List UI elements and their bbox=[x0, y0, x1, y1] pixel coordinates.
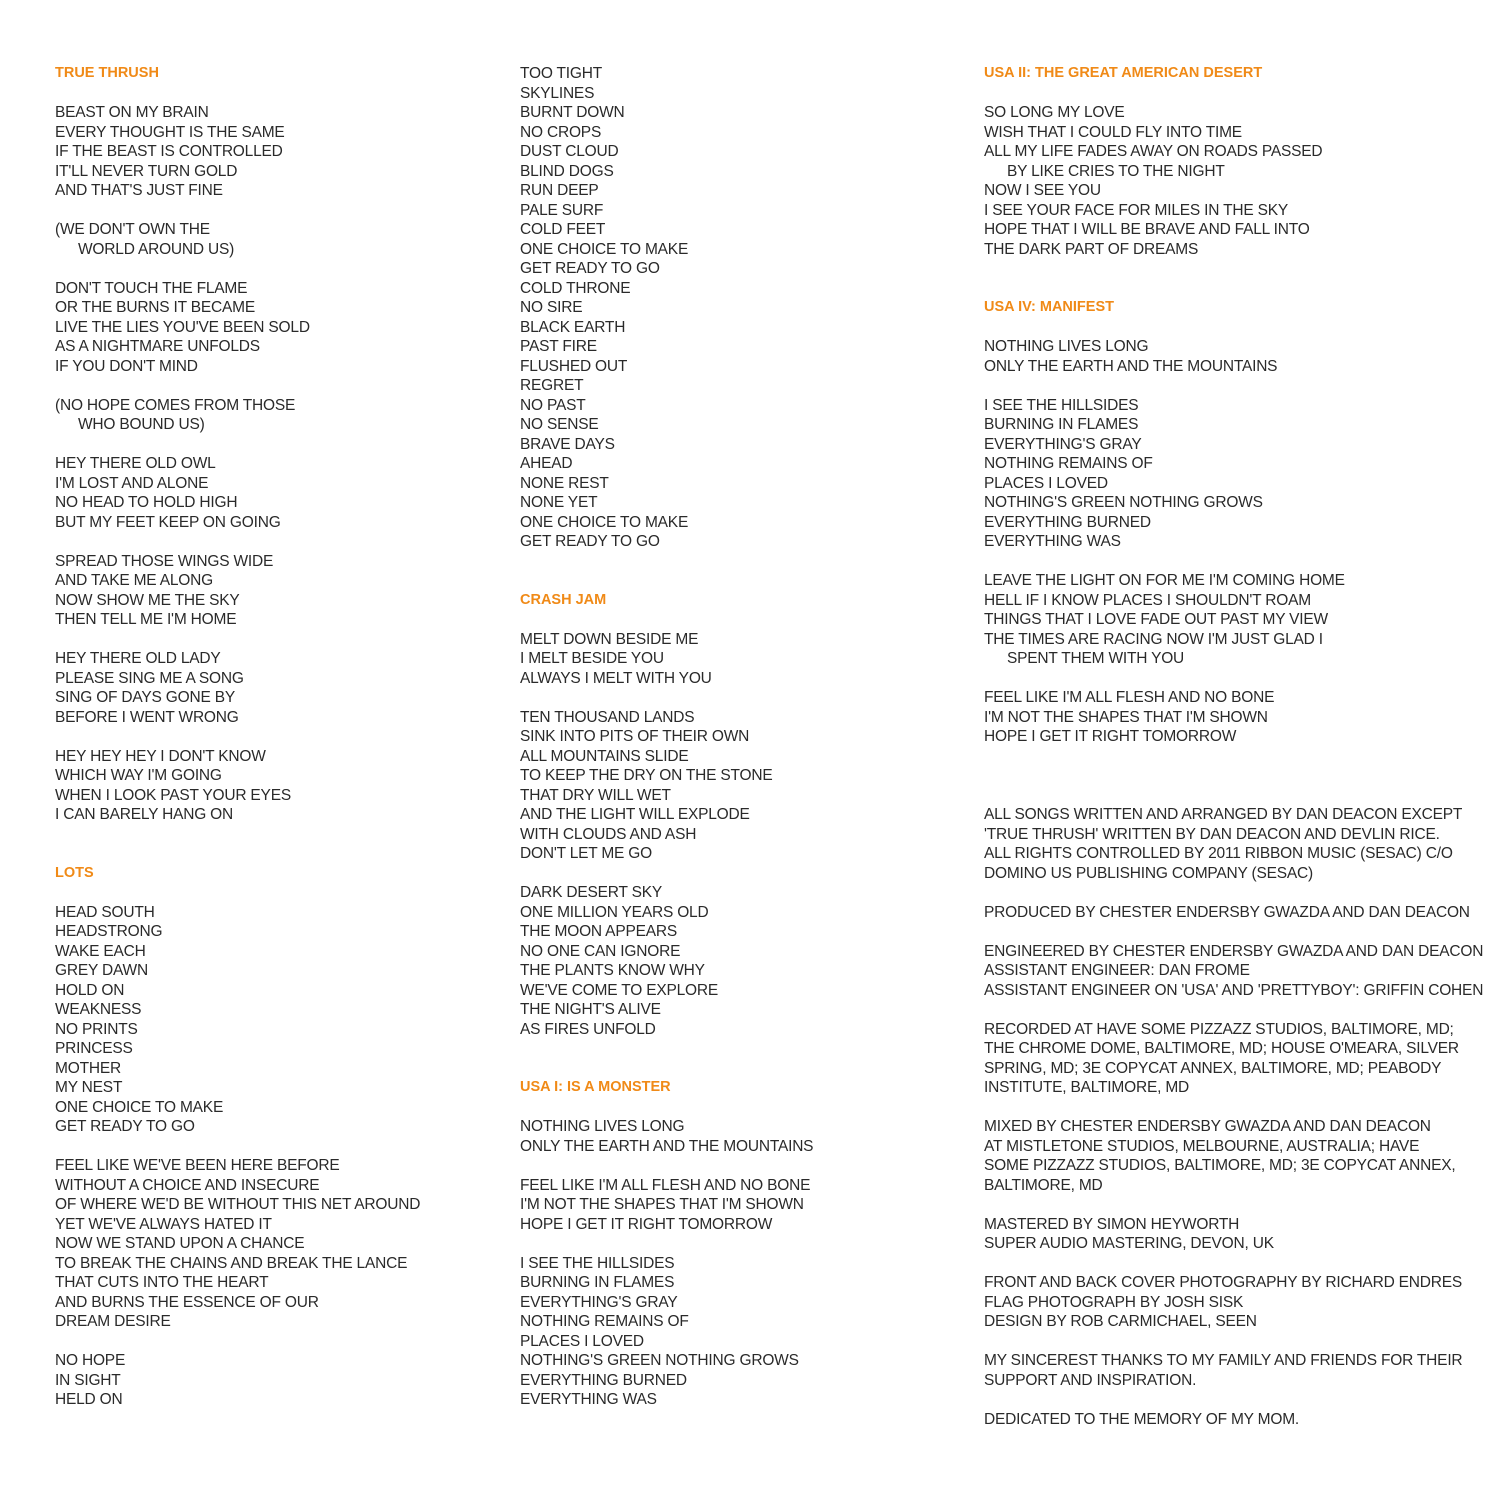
credit-line: ALL RIGHTS CONTROLLED BY 2011 RIBBON MUSIC (SESAC) C/O bbox=[984, 845, 1453, 862]
lyric-line: PLEASE SING ME A SONG bbox=[55, 669, 244, 687]
lyric-line: EVERYTHING BURNED bbox=[520, 1371, 687, 1389]
stanza bbox=[55, 103, 495, 201]
lyric-line: THEN TELL ME I'M HOME bbox=[55, 611, 237, 628]
stanza bbox=[984, 571, 1484, 669]
song-section bbox=[984, 64, 1484, 259]
lyric-line: I'M NOT THE SHAPES THAT I'M SHOWN bbox=[520, 1196, 804, 1213]
lyric-line: (WE DON'T OWN THE bbox=[55, 221, 210, 238]
lyric-line: I'M LOST AND ALONE bbox=[55, 474, 209, 492]
stanza bbox=[520, 64, 960, 552]
credit-line: 'TRUE THRUSH' WRITTEN BY DAN DEACON AND DEVLIN RICE. bbox=[984, 825, 1440, 843]
lyric-line: WHICH WAY I'M GOING bbox=[55, 767, 222, 784]
section-spacer bbox=[984, 786, 1484, 806]
lyric-line: ONE CHOICE TO MAKE bbox=[520, 513, 689, 531]
lyrics-column-2 bbox=[520, 64, 960, 1449]
lyric-line: PRINCESS bbox=[55, 1040, 133, 1057]
song-title: USA II: THE GREAT AMERICAN DESERT bbox=[984, 65, 1263, 81]
lyric-line: WORLD AROUND US) bbox=[78, 240, 235, 258]
lyric-line: DARK DESERT SKY bbox=[520, 884, 663, 901]
lyric-line: THE NIGHT'S ALIVE bbox=[520, 1001, 661, 1018]
lyric-line: NOW WE STAND UPON A CHANCE bbox=[55, 1235, 305, 1252]
credit-line: MIXED BY CHESTER ENDERSBY GWAZDA AND DAN DEACON bbox=[984, 1118, 1431, 1135]
stanza bbox=[55, 903, 495, 1137]
lyric-line: WHEN I LOOK PAST YOUR EYES bbox=[55, 786, 291, 804]
lyric-line: HEY HEY HEY I DON'T KNOW bbox=[55, 747, 266, 765]
lyric-line: DREAM DESIRE bbox=[55, 1313, 171, 1330]
lyric-line: TOO TIGHT bbox=[520, 65, 603, 82]
credit-line: DOMINO US PUBLISHING COMPANY (SESAC) bbox=[984, 864, 1313, 882]
lyric-line: BURNT DOWN bbox=[520, 104, 625, 121]
credit-line: INSTITUTE, BALTIMORE, MD bbox=[984, 1079, 1190, 1096]
lyric-line: AS A NIGHTMARE UNFOLDS bbox=[55, 338, 260, 355]
lyric-line: ALL MY LIFE FADES AWAY ON ROADS PASSED bbox=[984, 143, 1323, 160]
credit-line: SPRING, MD; 3E COPYCAT ANNEX, BALTIMORE, MD; PEABODY bbox=[984, 1059, 1442, 1077]
lyric-line: THAT CUTS INTO THE HEART bbox=[55, 1274, 269, 1291]
stanza bbox=[55, 220, 495, 259]
lyric-line: NONE REST bbox=[520, 474, 609, 492]
stanza bbox=[55, 454, 495, 532]
lyric-line: EVERYTHING'S GRAY bbox=[984, 435, 1142, 453]
lyric-line: SPREAD THOSE WINGS WIDE bbox=[55, 552, 274, 570]
credit-line: SUPER AUDIO MASTERING, DEVON, UK bbox=[984, 1235, 1274, 1252]
lyric-line: FEEL LIKE I'M ALL FLESH AND NO BONE bbox=[984, 689, 1275, 706]
lyric-line: MY NEST bbox=[55, 1079, 123, 1096]
lyric-line: OF WHERE WE'D BE WITHOUT THIS NET AROUND bbox=[55, 1196, 421, 1213]
credit-paragraph bbox=[984, 1215, 1484, 1254]
lyric-line: NO ONE CAN IGNORE bbox=[520, 942, 681, 960]
stanza bbox=[55, 396, 495, 435]
lyric-line: EVERYTHING WAS bbox=[984, 533, 1121, 550]
credit-line: ASSISTANT ENGINEER ON 'USA' AND 'PRETTYBOY': GRIFFIN COHEN bbox=[984, 981, 1484, 999]
lyric-line: HEY THERE OLD LADY bbox=[55, 650, 221, 667]
lyric-line: COLD THRONE bbox=[520, 279, 631, 297]
lyric-line: NO SIRE bbox=[520, 299, 583, 316]
song-title: TRUE THRUSH bbox=[55, 65, 159, 81]
lyric-line: ONE CHOICE TO MAKE bbox=[520, 240, 689, 258]
lyric-line: AS FIRES UNFOLD bbox=[520, 1020, 656, 1038]
lyric-line: WITH CLOUDS AND ASH bbox=[520, 825, 697, 843]
lyrics-column-3 bbox=[984, 64, 1484, 1468]
stanza bbox=[520, 1117, 960, 1156]
song-section bbox=[520, 591, 960, 1040]
credit-line: AT MISTLETONE STUDIOS, MELBOURNE, AUSTRALIA; HAVE bbox=[984, 1137, 1420, 1155]
stanza bbox=[984, 396, 1484, 552]
lyric-line: PLACES I LOVED bbox=[520, 1332, 644, 1350]
lyric-line: WEAKNESS bbox=[55, 1001, 142, 1018]
lyric-line: I CAN BARELY HANG ON bbox=[55, 806, 234, 823]
stanza bbox=[984, 337, 1484, 376]
lyric-line: HEAD SOUTH bbox=[55, 903, 155, 921]
lyric-line: BY LIKE CRIES TO THE NIGHT bbox=[1007, 162, 1225, 180]
lyric-line: NOW I SEE YOU bbox=[984, 182, 1101, 199]
lyric-line: NOTHING REMAINS OF bbox=[984, 455, 1153, 472]
lyric-line: NO PAST bbox=[520, 396, 586, 414]
lyric-line: SING OF DAYS GONE BY bbox=[55, 689, 236, 706]
lyric-line: DON'T TOUCH THE FLAME bbox=[55, 279, 248, 297]
lyric-line: NO HOPE bbox=[55, 1352, 126, 1369]
lyric-line: BEFORE I WENT WRONG bbox=[55, 708, 239, 726]
lyric-line: NOW SHOW ME THE SKY bbox=[55, 591, 240, 609]
credit-line: ASSISTANT ENGINEER: DAN FROME bbox=[984, 962, 1250, 979]
credit-line: MASTERED BY SIMON HEYWORTH bbox=[984, 1215, 1240, 1233]
credit-line: MY SINCEREST THANKS TO MY FAMILY AND FRIENDS FOR THEIR bbox=[984, 1352, 1463, 1369]
lyric-line: LEAVE THE LIGHT ON FOR ME I'M COMING HOME bbox=[984, 572, 1345, 589]
lyric-line: ONE CHOICE TO MAKE bbox=[55, 1098, 224, 1116]
lyric-line: IT'LL NEVER TURN GOLD bbox=[55, 162, 238, 180]
lyric-line: HOPE I GET IT RIGHT TOMORROW bbox=[984, 728, 1237, 745]
lyric-line: PLACES I LOVED bbox=[984, 474, 1108, 492]
lyric-line: DUST CLOUD bbox=[520, 143, 619, 160]
lyric-line: EVERY THOUGHT IS THE SAME bbox=[55, 123, 285, 141]
credit-line: DESIGN BY ROB CARMICHAEL, SEEN bbox=[984, 1313, 1257, 1330]
lyric-line: MOTHER bbox=[55, 1059, 121, 1077]
lyric-line: WHO BOUND US) bbox=[78, 416, 205, 433]
lyric-line: HOLD ON bbox=[55, 981, 125, 999]
lyric-line: LIVE THE LIES YOU'VE BEEN SOLD bbox=[55, 318, 310, 336]
lyric-line: NOTHING LIVES LONG bbox=[520, 1118, 685, 1135]
lyric-line: FLUSHED OUT bbox=[520, 357, 628, 375]
credit-line: BALTIMORE, MD bbox=[984, 1176, 1103, 1194]
credit-paragraph bbox=[984, 942, 1484, 1001]
stanza bbox=[55, 1156, 495, 1332]
lyric-line: BURNING IN FLAMES bbox=[520, 1274, 675, 1291]
lyric-line: NOTHING'S GREEN NOTHING GROWS bbox=[520, 1352, 799, 1369]
stanza bbox=[55, 1351, 495, 1410]
credit-paragraph bbox=[984, 1351, 1484, 1390]
credit-line: SOME PIZZAZZ STUDIOS, BALTIMORE, MD; 3E COPYCAT ANNEX, bbox=[984, 1157, 1456, 1174]
credit-line: DEDICATED TO THE MEMORY OF MY MOM. bbox=[984, 1410, 1300, 1428]
stanza bbox=[55, 279, 495, 377]
lyric-line: TEN THOUSAND LANDS bbox=[520, 708, 695, 726]
lyric-line: BLACK EARTH bbox=[520, 318, 626, 336]
song-section bbox=[520, 64, 960, 552]
lyric-line: HEY THERE OLD OWL bbox=[55, 455, 216, 472]
lyric-line: AND THAT'S JUST FINE bbox=[55, 182, 223, 199]
song-section bbox=[55, 864, 495, 1410]
lyric-line: ONE MILLION YEARS OLD bbox=[520, 903, 709, 921]
lyric-line: HELD ON bbox=[55, 1391, 123, 1408]
lyric-line: THAT DRY WILL WET bbox=[520, 786, 671, 804]
stanza bbox=[984, 688, 1484, 747]
lyric-line: ONLY THE EARTH AND THE MOUNTAINS bbox=[984, 357, 1278, 375]
lyric-line: COLD FEET bbox=[520, 221, 606, 238]
credit-paragraph bbox=[984, 1410, 1484, 1430]
lyric-line: (NO HOPE COMES FROM THOSE bbox=[55, 396, 296, 414]
stanza bbox=[520, 630, 960, 689]
lyric-line: AND THE LIGHT WILL EXPLODE bbox=[520, 806, 750, 823]
lyric-line: THE TIMES ARE RACING NOW I'M JUST GLAD I bbox=[984, 630, 1323, 648]
credit-paragraph bbox=[984, 1117, 1484, 1195]
lyric-line: RUN DEEP bbox=[520, 182, 599, 199]
lyric-line: I SEE THE HILLSIDES bbox=[520, 1254, 675, 1272]
lyric-line: AND BURNS THE ESSENCE OF OUR bbox=[55, 1293, 319, 1311]
lyric-line: I SEE YOUR FACE FOR MILES IN THE SKY bbox=[984, 201, 1289, 219]
credit-paragraph bbox=[984, 903, 1484, 923]
lyric-line: REGRET bbox=[520, 377, 584, 394]
lyric-line: I'M NOT THE SHAPES THAT I'M SHOWN bbox=[984, 708, 1268, 726]
lyric-line: NO CROPS bbox=[520, 123, 602, 141]
stanza bbox=[984, 103, 1484, 259]
song-title: USA IV: MANIFEST bbox=[984, 299, 1114, 315]
credit-line: ENGINEERED BY CHESTER ENDERSBY GWAZDA AND DAN DEACON bbox=[984, 942, 1484, 960]
lyric-line: AHEAD bbox=[520, 455, 573, 472]
lyric-line: HEADSTRONG bbox=[55, 923, 163, 940]
lyric-line: HOPE I GET IT RIGHT TOMORROW bbox=[520, 1215, 773, 1233]
lyric-line: EVERYTHING BURNED bbox=[984, 513, 1151, 531]
song-title: USA I: IS A MONSTER bbox=[520, 1079, 671, 1095]
lyric-line: I SEE THE HILLSIDES bbox=[984, 396, 1139, 414]
stanza bbox=[520, 1254, 960, 1410]
lyric-line: NO HEAD TO HOLD HIGH bbox=[55, 494, 238, 511]
lyric-line: THE PLANTS KNOW WHY bbox=[520, 962, 705, 979]
lyric-line: HELL IF I KNOW PLACES I SHOULDN'T ROAM bbox=[984, 591, 1311, 609]
lyric-line: SPENT THEM WITH YOU bbox=[1007, 650, 1185, 667]
lyric-line: GET READY TO GO bbox=[55, 1118, 195, 1135]
lyric-line: WISH THAT I COULD FLY INTO TIME bbox=[984, 123, 1242, 141]
lyric-line: MELT DOWN BESIDE ME bbox=[520, 630, 699, 648]
lyric-line: HOPE THAT I WILL BE BRAVE AND FALL INTO bbox=[984, 221, 1310, 238]
lyric-line: WITHOUT A CHOICE AND INSECURE bbox=[55, 1176, 320, 1194]
credit-paragraph bbox=[984, 1273, 1484, 1332]
lyric-line: PALE SURF bbox=[520, 201, 604, 219]
lyric-line: BLIND DOGS bbox=[520, 162, 614, 180]
lyric-line: BEAST ON MY BRAIN bbox=[55, 104, 209, 121]
credit-line: RECORDED AT HAVE SOME PIZZAZZ STUDIOS, BALTIMORE, MD; bbox=[984, 1020, 1454, 1038]
stanza bbox=[520, 1176, 960, 1235]
lyric-line: DON'T LET ME GO bbox=[520, 845, 653, 862]
lyric-line: YET WE'VE ALWAYS HATED IT bbox=[55, 1215, 272, 1233]
song-section bbox=[520, 1078, 960, 1410]
lyric-line: SKYLINES bbox=[520, 84, 595, 102]
lyric-line: IN SIGHT bbox=[55, 1371, 121, 1389]
credit-line: FLAG PHOTOGRAPH BY JOSH SISK bbox=[984, 1293, 1244, 1311]
song-title: CRASH JAM bbox=[520, 591, 607, 608]
lyric-line: TO KEEP THE DRY ON THE STONE bbox=[520, 767, 773, 784]
lyric-line: EVERYTHING WAS bbox=[520, 1391, 657, 1408]
credit-paragraph bbox=[984, 1020, 1484, 1098]
lyric-line: GET READY TO GO bbox=[520, 533, 660, 550]
lyric-line: OR THE BURNS IT BECAME bbox=[55, 299, 256, 316]
credit-line: FRONT AND BACK COVER PHOTOGRAPHY BY RICHARD ENDRES bbox=[984, 1274, 1463, 1291]
lyric-line: BUT MY FEET KEEP ON GOING bbox=[55, 513, 281, 531]
lyric-line: GREY DAWN bbox=[55, 962, 148, 979]
lyric-line: BURNING IN FLAMES bbox=[984, 416, 1139, 433]
song-title: LOTS bbox=[55, 864, 94, 881]
credit-line: SUPPORT AND INSPIRATION. bbox=[984, 1371, 1197, 1389]
song-section bbox=[55, 64, 495, 825]
lyric-line: THE DARK PART OF DREAMS bbox=[984, 240, 1199, 258]
lyric-line: WAKE EACH bbox=[55, 942, 146, 960]
stanza bbox=[55, 649, 495, 727]
lyric-line: THE MOON APPEARS bbox=[520, 923, 677, 940]
lyric-line: TO BREAK THE CHAINS AND BREAK THE LANCE bbox=[55, 1254, 408, 1272]
lyric-line: WE'VE COME TO EXPLORE bbox=[520, 981, 719, 999]
stanza bbox=[55, 552, 495, 630]
lyric-line: NONE YET bbox=[520, 494, 598, 511]
stanza bbox=[520, 883, 960, 1039]
lyric-line: ALWAYS I MELT WITH YOU bbox=[520, 669, 712, 687]
lyric-line: NOTHING REMAINS OF bbox=[520, 1313, 689, 1330]
credit-line: PRODUCED BY CHESTER ENDERSBY GWAZDA AND DAN DEACON bbox=[984, 903, 1470, 921]
credits-section bbox=[984, 786, 1484, 1430]
credit-line: THE CHROME DOME, BALTIMORE, MD; HOUSE O'MEARA, SILVER bbox=[984, 1040, 1459, 1057]
lyric-line: SO LONG MY LOVE bbox=[984, 104, 1125, 121]
lyric-line: I MELT BESIDE YOU bbox=[520, 650, 664, 667]
lyric-line: NO SENSE bbox=[520, 416, 599, 433]
credit-line: ALL SONGS WRITTEN AND ARRANGED BY DAN DEACON EXCEPT bbox=[984, 806, 1463, 823]
lyric-line: ONLY THE EARTH AND THE MOUNTAINS bbox=[520, 1137, 814, 1155]
stanza bbox=[55, 747, 495, 825]
lyric-line: SINK INTO PITS OF THEIR OWN bbox=[520, 728, 750, 745]
stanza bbox=[520, 708, 960, 864]
lyric-line: NOTHING'S GREEN NOTHING GROWS bbox=[984, 494, 1263, 511]
lyric-line: FEEL LIKE WE'VE BEEN HERE BEFORE bbox=[55, 1157, 340, 1174]
lyric-line: EVERYTHING'S GRAY bbox=[520, 1293, 678, 1311]
lyrics-column-1 bbox=[55, 64, 495, 1449]
lyric-line: FEEL LIKE I'M ALL FLESH AND NO BONE bbox=[520, 1176, 811, 1194]
lyric-line: THINGS THAT I LOVE FADE OUT PAST MY VIEW bbox=[984, 611, 1328, 628]
lyric-line: GET READY TO GO bbox=[520, 260, 660, 277]
lyric-line: BRAVE DAYS bbox=[520, 435, 615, 453]
lyric-line: AND TAKE ME ALONG bbox=[55, 572, 213, 589]
lyric-line: NO PRINTS bbox=[55, 1020, 138, 1038]
credit-paragraph bbox=[984, 805, 1484, 883]
lyric-line: IF YOU DON'T MIND bbox=[55, 357, 198, 375]
song-section bbox=[984, 298, 1484, 747]
lyric-line: IF THE BEAST IS CONTROLLED bbox=[55, 143, 283, 160]
lyric-line: NOTHING LIVES LONG bbox=[984, 338, 1149, 355]
lyric-line: ALL MOUNTAINS SLIDE bbox=[520, 747, 689, 765]
lyric-line: PAST FIRE bbox=[520, 338, 597, 355]
